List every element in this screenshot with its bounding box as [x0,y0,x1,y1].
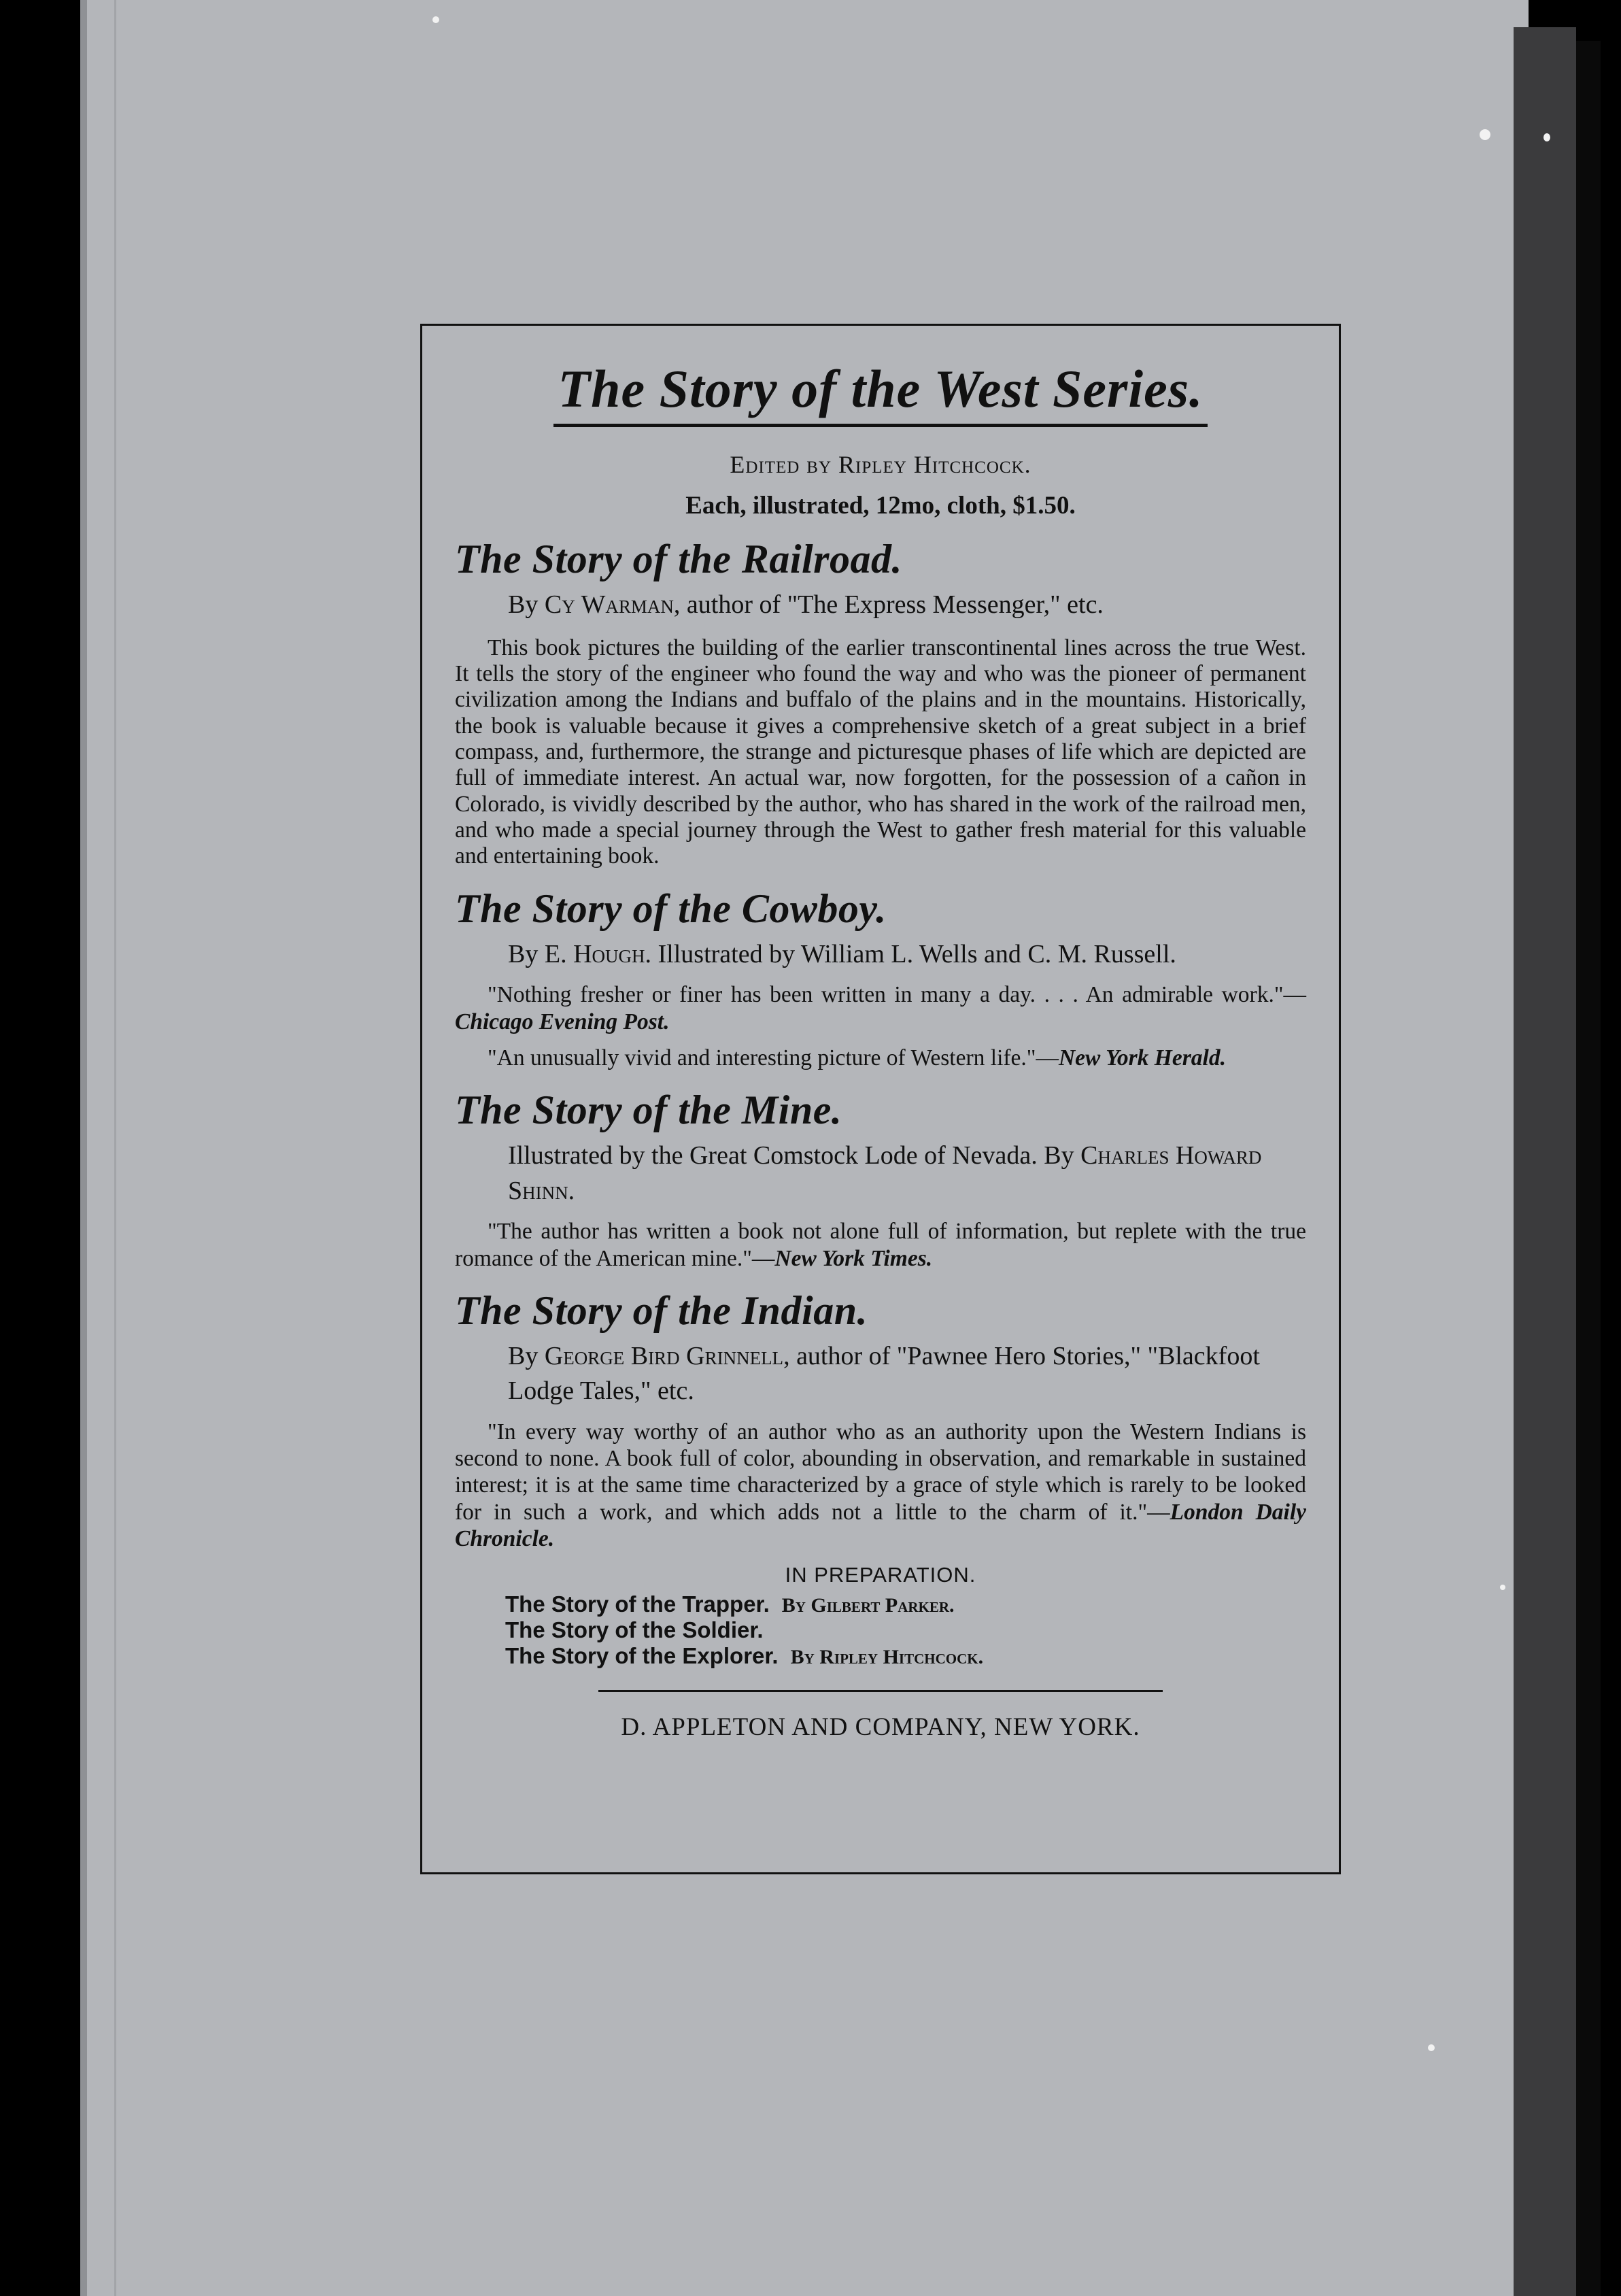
quote-source: New York Herald. [1058,1045,1226,1070]
byline-prefix: By [508,939,545,968]
byline-prefix: Illustrated by the Great Comstock Lode of Nevada. By [508,1141,1081,1170]
book-spine [1514,27,1576,2296]
author-name: Charles Howard Shinn [508,1141,1262,1205]
advertisement-panel [420,324,1341,1874]
book-title-cowboy: The Story of the Cowboy. [455,885,887,931]
byline-suffix: , author of "The Express Messenger," etc. [673,590,1104,619]
book-title-indian: The Story of the Indian. [455,1287,868,1333]
scan-speck [432,16,439,23]
quote-text: "The author has written a book not alone full of information, but replete with the true romance of the American mine."— [455,1219,1306,1271]
scan-speck [1428,2044,1435,2051]
scan-speck [1480,129,1490,140]
byline-railroad [455,588,1306,623]
spine-edge [1576,41,1601,2296]
price-line: Each, illustrated, 12mo, cloth, $1.50. [685,492,1076,520]
byline-suffix: , author of "Pawnee Hero Stories," "Blackfoot Lodge Tales," etc. [508,1341,1260,1406]
divider [598,1690,1163,1692]
quote-text: "An unusually vivid and interesting picture of Western life."— [488,1045,1059,1070]
list-item [505,1591,1306,1617]
quote-source: Chicago Evening Post. [455,1009,670,1034]
quote-source: New York Times. [774,1245,933,1271]
scan-speck [1500,1585,1505,1590]
list-item [505,1617,1306,1643]
byline-suffix: . Illustrated by William L. Wells and C. M. Russell. [645,939,1176,968]
review-quote [455,981,1306,1034]
prep-title: The Story of the Soldier. [505,1617,764,1643]
publisher: D. APPLETON AND COMPANY, NEW YORK. [621,1712,1140,1741]
description-railroad: This book pictures the building of the earlier transcontinental lines across the true West. It tells the story of the engineer who found the way and who was the pioneer of permanent civilization among the Indians and buffalo of the plains and in the mountains. Historically, the book is valuable because it gives a comprehensive sketch of a great subject in a brief compass, and, furthermore, the strange and picturesque phases of life which are depicted are full of immediate interest. An actual war, now forgotten, for the possession of a cañon in Colorado, is vividly described by the author, who has shared in the work of the railroad men, and who made a special journey through the West to gather fresh material for this valuable and entertaining book. [455,635,1306,869]
quote-text: "In every way worthy of an author who as an authority upon the Western Indians is second to none. A book full of color, abounding in observation, and remarkable in sustained interest; it is at the same time characterized by a grace of style which is rarely to be looked for in such a work, and which adds not a little to the charm of it."— [455,1419,1306,1525]
series-title-text: The Story of the West Series. [553,362,1207,427]
review-quote [455,1419,1306,1552]
prep-author: By Gilbert Parker. [781,1594,955,1617]
in-preparation-list [455,1591,1306,1670]
list-item [505,1643,1306,1669]
review-quote [455,1218,1306,1271]
prep-author: By Ripley Hitchcock. [790,1646,984,1669]
edited-by: Edited by Ripley Hitchcock. [730,451,1031,478]
review-quote [455,1045,1306,1071]
author-name: E. Hough [544,939,645,968]
prep-title: The Story of the Trapper. [505,1591,770,1617]
author-name: Cy Warman [544,590,674,619]
byline-prefix: By [508,1341,545,1370]
byline-indian [455,1339,1306,1409]
quote-text: "Nothing fresher or finer has been written in many a day. . . . An admirable work."— [488,982,1306,1008]
byline-suffix: . [568,1176,575,1205]
book-title-railroad: The Story of the Railroad. [455,537,903,581]
byline-cowboy [455,937,1306,973]
book-title-mine: The Story of the Mine. [455,1087,842,1132]
series-title [455,359,1306,427]
in-preparation-heading: IN PREPARATION. [785,1563,976,1587]
byline-prefix: By [508,590,545,619]
author-name: George Bird Grinnell [544,1341,784,1370]
prep-title: The Story of the Explorer. [505,1643,779,1669]
quote-source: London Daily Chronicle. [455,1499,1306,1551]
byline-mine [455,1138,1306,1209]
scan-speck [1543,133,1550,141]
